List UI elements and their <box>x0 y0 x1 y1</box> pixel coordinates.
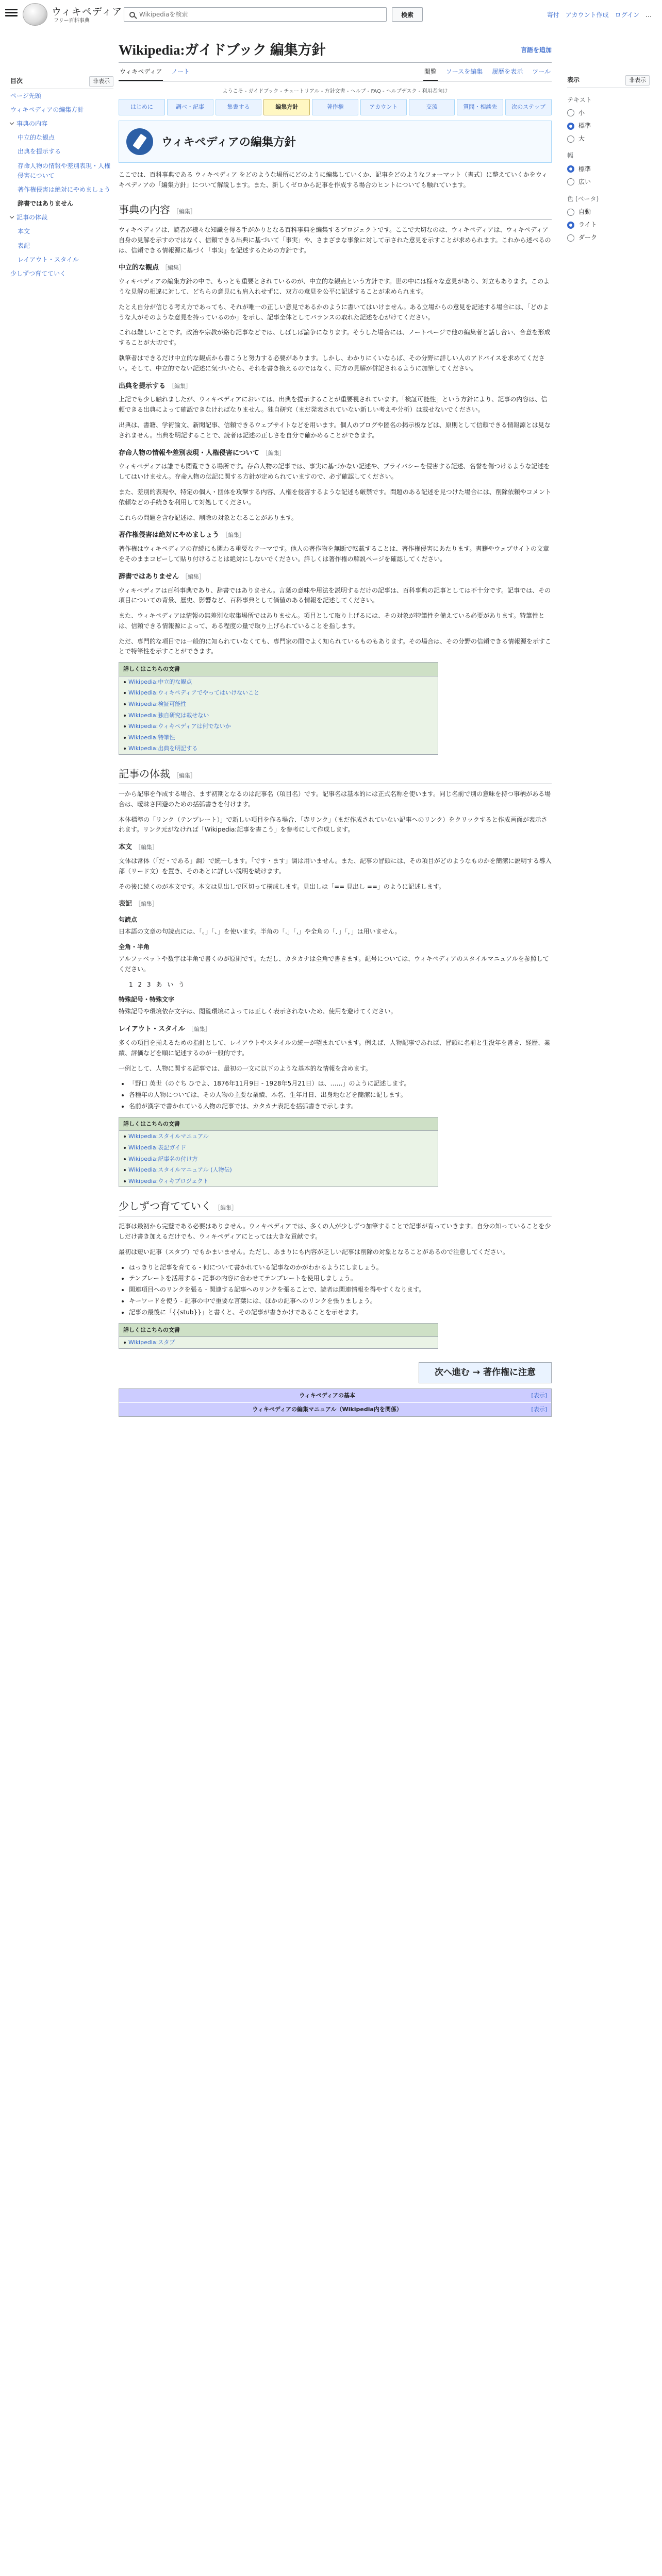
toc-item[interactable]: 表記 <box>18 242 30 249</box>
navbox-show-toggle[interactable]: [表示] <box>531 1405 547 1413</box>
edit-link[interactable]: ［編集］ <box>222 532 245 539</box>
guide-tab[interactable]: 調べ・記事 <box>167 99 213 115</box>
page-tabs <box>119 66 552 81</box>
site-tagline: フリー百科事典 <box>54 18 90 24</box>
language-button[interactable]: 言語を追加 <box>520 46 552 54</box>
radio-option[interactable] <box>567 134 650 144</box>
edit-link[interactable]: ［編集］ <box>135 901 158 908</box>
guide-banner <box>119 121 552 163</box>
navbox-row <box>119 1403 551 1417</box>
tab-tools[interactable]: ツール <box>532 67 551 75</box>
paragraph: その後に続くのが本文です。本文は見出しで区切って構成します。見出しは「== 見出し ==」のように記述します。 <box>119 883 445 890</box>
related-doc-link[interactable]: Wikipedia:記事名の付け方 <box>119 1154 438 1165</box>
tab-read[interactable]: 閲覧 <box>423 64 438 81</box>
radio-button-selected[interactable] <box>567 222 574 229</box>
related-docs-box <box>119 662 438 755</box>
next-step-link <box>119 1362 552 1383</box>
paragraph: 日本語の文章の句読点には、「。」「、」を使います。半角の「.」「,」や全角の「．」「，」は用いません。 <box>119 928 401 936</box>
edit-link[interactable]: ［編集］ <box>135 844 158 851</box>
radio-option[interactable] <box>567 177 650 187</box>
heading-text: 辞書ではありません <box>119 572 179 581</box>
menu-icon[interactable] <box>5 7 18 19</box>
related-doc-link[interactable]: Wikipedia:独自研究は載せない <box>119 710 438 721</box>
guide-tab[interactable]: アカウント <box>360 99 407 115</box>
edit-link[interactable]: ［編集］ <box>173 773 196 779</box>
related-doc-link[interactable]: Wikipedia:検証可能性 <box>119 699 438 710</box>
toc-item[interactable] <box>10 211 113 225</box>
toc-item[interactable]: 著作権侵害は絶対にやめましょう <box>18 185 111 193</box>
heading-text: 表記 <box>119 900 133 908</box>
toc-item-label: 記事の体裁 <box>16 214 48 222</box>
heading-text: 著作権侵害は絶対にやめましょう <box>119 531 220 539</box>
related-doc-link[interactable]: Wikipedia:特筆性 <box>119 732 438 743</box>
toc-item[interactable]: 中立的な観点 <box>18 134 55 142</box>
guide-tab[interactable]: 著作権 <box>312 99 358 115</box>
view-tabs <box>423 64 552 81</box>
guide-hierarchy: ようこそ - ガイドブック - チュートリアル - 方針文書 - ヘルプ - FAQ - ヘルプデスク - 利用者向け <box>222 89 448 95</box>
login-link[interactable]: ログイン <box>615 11 639 19</box>
subsection-heading <box>119 572 552 583</box>
paragraph: 記事は最初から完璧である必要はありません。ウィキペディアでは、多くの人が少しずつ加筆することで記事が育っていきます。自分の知っていることを少しだけ書き加えるだけでも、ウィキペディアにとっては大きな貢献です。 <box>119 1223 551 1241</box>
toc-hide-button[interactable]: 非表示 <box>89 76 113 87</box>
toc-item[interactable] <box>10 117 113 131</box>
edit-link[interactable]: ［編集］ <box>173 208 196 215</box>
edit-link[interactable]: ［編集］ <box>182 573 205 580</box>
list-item: • 各種年の人物については、その人物の主要な業績、本名、生年月日、出身地などを簡潔に記します。 <box>129 1090 552 1100</box>
option-label: 小 <box>578 109 585 116</box>
subsection-heading <box>119 1024 552 1035</box>
list-item: • 記事の最後に「{{stub}}」と書くと、その記事が書きかけであることを示せます。 <box>129 1308 552 1318</box>
section-heading <box>119 202 552 220</box>
create-account-link[interactable]: アカウント作成 <box>565 11 609 19</box>
edit-link[interactable]: ［編集］ <box>262 449 285 456</box>
toc-title: 目次 <box>10 77 23 85</box>
banner-title: ウィキペディアの編集方針 <box>161 135 296 148</box>
subsection-heading <box>119 530 552 541</box>
guide-navigation <box>119 99 552 115</box>
paragraph: 文体は常体（「だ・である」調）で統一します。「です・ます」調は用いません。また、記事の冒頭には、その項目がどのようなものかを簡潔に説明する導入部（リード文）を置き、そのあとに詳しい説明を続けます。 <box>119 857 552 875</box>
heading-text: レイアウト・スタイル <box>119 1025 185 1033</box>
paragraph: 上記でも少し触れましたが、ウィキペディアにおいては、出典を提示することが重要視されています。「検証可能性」という方針により、記事の内容は、信頼できる出典によって確認できなければなりません。独自研究（まだ発表されていない新しい考えや分析）は載せないでください。 <box>119 396 548 414</box>
related-docs-title: 詳しくはこちらの文書 <box>119 1324 438 1337</box>
radio-button-selected[interactable] <box>567 123 574 130</box>
section-heading <box>119 766 552 784</box>
paragraph: これは難しいことです。政治や宗教が絡む記事などでは、しばしば論争になります。そうした場合には、ノートページで他の編集者と話し合い、合意を形成することが大切です。 <box>119 329 551 347</box>
option-label: 大 <box>578 135 585 143</box>
list-item: • はっきりと記事を育てる - 何について書かれている記事なのかがわかるようにしましょう。 <box>129 1263 552 1273</box>
radio-button[interactable] <box>567 178 574 185</box>
toc-item[interactable]: 少しずつ育てていく <box>10 270 67 278</box>
radio-button[interactable] <box>567 135 574 143</box>
page-title: Wikipedia:ガイドブック 編集方針 <box>119 41 552 63</box>
user-links <box>547 10 652 20</box>
search-box <box>124 7 387 22</box>
group-heading: 色 (ベータ) <box>567 195 599 202</box>
search-icon <box>129 12 135 18</box>
appearance-header <box>567 75 650 88</box>
related-doc-link[interactable]: Wikipedia:ウィキプロジェクト <box>119 1176 438 1187</box>
group-heading: 幅 <box>567 152 574 160</box>
search-input[interactable] <box>139 11 386 18</box>
related-doc-link[interactable]: Wikipedia:ウィキペディアでやってはいけないこと <box>119 687 438 699</box>
subsection-heading <box>119 381 552 392</box>
edit-link[interactable]: ［編集］ <box>162 264 185 272</box>
subsection-heading <box>119 842 552 853</box>
option-label: 標準 <box>578 122 591 129</box>
pencil-icon <box>126 128 153 155</box>
text-size-group <box>567 95 650 144</box>
main-content <box>119 41 552 1417</box>
tab-history[interactable]: 履歴を表示 <box>492 67 523 75</box>
wikipedia-logo[interactable] <box>23 3 47 26</box>
toc-header <box>10 75 113 89</box>
group-heading: テキスト <box>567 96 592 104</box>
list-item: • 名前が漢字で書かれている人物の記事では、カタカナ表記を括弧書きで示します。 <box>129 1101 552 1112</box>
donate-link[interactable]: 寄付 <box>547 11 559 19</box>
guide-tab[interactable]: 交流 <box>409 99 455 115</box>
guide-tab[interactable]: 質問・相談先 <box>457 99 503 115</box>
paragraph: アルファベットや数字は半角で書くのが原則です。ただし、カタカナは全角で書きます。記号については、ウィキペディアのスタイルマニュアルを参照してください。 <box>119 955 549 973</box>
radio-button[interactable] <box>567 234 574 242</box>
related-docs-title: 詳しくはこちらの文書 <box>119 1117 438 1131</box>
heading-text: 出典を提示する <box>119 382 166 390</box>
paragraph: 特殊記号や環境依存文字は、閲覧環境によっては正しく表示されないため、使用を避けてください。 <box>119 1008 397 1015</box>
toc-item[interactable]: ウィキペディアの編集方針 <box>10 106 84 113</box>
paragraph: ウィキペディアは、読者が様々な知識を得る手がかりとなる百科事典を編集するプロジェクトです。ここで大切なのは、ウィキペディアは、ウィキペディア自身の見解を示すのではなく、信頼できる出典に基づいて「事実」や、さまざまな事象に対して示された意見を示すことが求められます。これから述べるのは、信頼できる情報源に基づく「事実」を記述するための方針です。 <box>119 226 551 254</box>
option-label: ライト <box>578 221 597 229</box>
related-doc-link[interactable]: Wikipedia:出典を明記する <box>119 743 438 754</box>
paragraph: これらの問題を含む記述は、削除の対象となることがあります。 <box>119 514 298 521</box>
radio-option[interactable] <box>567 207 650 217</box>
option-label: 広い <box>578 178 591 185</box>
appearance-title: 表示 <box>567 76 580 83</box>
paragraph: ただ、専門的な項目では一般的に知られていなくても、専門家の間でよく知られているものもあります。その場合は、その分野の信頼できる情報源を示すことで特筆性を示すことができます。 <box>119 637 552 655</box>
list-item: • キーワードを使う - 記事の中で重要な言葉には、ほかの記事へのリンクを張りましょう。 <box>129 1296 552 1307</box>
paragraph: 出典は、書籍、学術論文、新聞記事、信頼できるウェブサイトなどを用います。個人のブログや匿名の掲示板などは、原則として信頼できる情報源とは見なされません。出典を明記することで、読者は記述の正しさを自分で確かめることができます。 <box>119 421 551 439</box>
site-name[interactable]: ウィキペディア <box>52 6 123 18</box>
related-doc-link[interactable]: Wikipedia:スタイルマニュアル <box>119 1131 438 1142</box>
appearance-hide-button[interactable]: 非表示 <box>625 75 650 86</box>
navbox-title: ウィキペディアの基本 <box>299 1392 355 1399</box>
guide-tab[interactable]: はじめに <box>119 99 165 115</box>
chevron-down-icon[interactable] <box>10 214 14 218</box>
radio-option[interactable] <box>567 108 650 118</box>
related-doc-link[interactable]: Wikipedia:中立的な観点 <box>119 676 438 688</box>
option-label: ダーク <box>578 234 598 242</box>
radio-option[interactable] <box>567 233 650 243</box>
toc-item[interactable]: 存命人物の情報や差別表現・人権侵害について <box>18 162 111 179</box>
option-label: 自動 <box>578 208 591 216</box>
subsection-heading <box>119 899 552 910</box>
paragraph: 執筆者はできるだけ中立的な観点から書こうと努力する必要があります。しかし、わかりにくいならば、その分野に詳しい人のアドバイスを求めてください。そして、中立的でない記述に気づいたら、それを書き換えるのではなく、両方の見解が併記されるように加筆してください。 <box>119 354 545 372</box>
related-docs-title: 詳しくはこちらの文書 <box>119 663 438 676</box>
bullet-list <box>129 1079 552 1111</box>
radio-option[interactable] <box>567 164 650 174</box>
navbox <box>119 1388 552 1417</box>
navbox-title: ウィキペディアの編集マニュアル（Wikipedia内を関係） <box>252 1405 402 1413</box>
toc-item-label: 事典の内容 <box>16 120 48 127</box>
heading-text: 事典の内容 <box>119 204 170 216</box>
more-options-icon[interactable]: … <box>646 11 652 19</box>
minor-heading: 句読点 <box>119 916 138 924</box>
paragraph: また、差別的表現や、特定の個人・団体を攻撃する内容、人権を侵害するような記述も厳禁です。問題のある記述を見つけた場合には、削除依頼やコメント依頼などの手続きを利用して対処してください。 <box>119 488 551 506</box>
related-doc-link[interactable]: Wikipedia:スタイルマニュアル (人物伝) <box>119 1164 438 1176</box>
radio-button[interactable] <box>567 209 574 216</box>
toc-item-current[interactable]: 辞書ではありません <box>18 200 74 208</box>
paragraph: 多くの項目を揃えるための指針として、レイアウトやスタイルの統一が望まれています。例えば、人物記事であれば、冒頭に名前と生没年を書き、経歴、業績、評価などを順に記述するのが一般的です。 <box>119 1039 551 1057</box>
paragraph: ウィキペディアは百科事典であり、辞書ではありません。言葉の意味や用法を説明するだけの記事は、百科事典の記事としては不十分です。記事では、その項目についての背景、歴史、影響など、百科事典として価値のある情報を記述してください。 <box>119 586 551 604</box>
section-heading <box>119 1198 552 1216</box>
subsection-heading <box>119 448 552 459</box>
next-step-button[interactable]: 次へ進む → 著作権に注意 <box>419 1362 552 1383</box>
edit-link[interactable]: ［編集］ <box>188 1026 211 1033</box>
paragraph: また、ウィキペディアは情報の無差別な収集場所ではありません。項目として取り上げるには、その対象が特筆性を備えている必要があります。特筆性とは、信頼できる情報源によって、ある程度の量で取り上げられていることを指します。 <box>119 612 545 630</box>
namespace-tabs <box>119 64 191 81</box>
width-group <box>567 151 650 187</box>
radio-option[interactable] <box>567 220 650 230</box>
toc-item[interactable]: 本文 <box>18 228 30 235</box>
paragraph: 本体標準の「リンク（テンプレート）」で新しい項目を作る場合、「赤リンク」（まだ作成されていない記事へのリンク）をクリックすると作成画面が表示されます。リンク元がなければ「Wikipedia:記事を書こう」を参考にして作成します。 <box>119 816 548 834</box>
heading-text: 存命人物の情報や差別表現・人権侵害について <box>119 449 259 457</box>
paragraph: 一例として、人物に関する記事では、最初の一文に以下のような基本的な情報を含めます。 <box>119 1064 372 1072</box>
intro-paragraph: ここでは、百科事典である ウィキペディア をどのような場所にどのように編集していくか、記事をどのようなフォーマット（書式）に整えていくかをウィキペディアの「編集方針」について解説します。また、新しくゼロから記事を作成する場合のヒントについても触れています。 <box>119 171 548 189</box>
paragraph: 一から記事を作成する場合、まず初期となるのは記事名（項目名）です。記事名は基本的には正式名称を使います。同じ名前で別の意味を持つ事柄がある場合は、曖昧さ回避のための括弧書きを付けます。 <box>119 790 551 808</box>
example-characters: 1 2 3 あ い う <box>129 980 186 988</box>
related-doc-link[interactable]: Wikipedia:表記ガイド <box>119 1142 438 1154</box>
related-docs-box <box>119 1117 438 1188</box>
navbox-show-toggle[interactable]: [表示] <box>531 1392 547 1399</box>
guide-tab-current[interactable]: 編集方針 <box>263 99 310 115</box>
paragraph: たとえ自分が信じる考え方であっても、それが唯一の正しい意見であるかのように書いてはいけません。ある立場からの意見を記述する場合には、「どのような人がそのような意見を持っているのか」を示し、記事全体としてバランスの取れた記述を心がけてください。 <box>119 303 549 321</box>
guide-tab[interactable]: 次のステップ <box>505 99 552 115</box>
toc-item[interactable]: 出典を提示する <box>18 148 61 156</box>
table-of-contents <box>10 75 113 281</box>
toc-item[interactable]: レイアウト・スタイル <box>18 256 79 263</box>
heading-text: 中立的な観点 <box>119 264 159 272</box>
toc-item[interactable]: ページ先頭 <box>10 92 41 99</box>
minor-heading: 全角・半角 <box>119 943 150 951</box>
heading-text: 本文 <box>119 843 133 852</box>
paragraph: ウィキペディアの編集方針の中で、もっとも重要とされているのが、中立的な観点という方針です。世の中には様々な意見があり、対立もあります。このような見解の相違に対して、どちらの意見にも肩入れせずに、双方の意見を公平に記述することが求められます。 <box>119 278 550 295</box>
related-docs-box <box>119 1323 438 1349</box>
paragraph: ウィキペディアは誰でも閲覧できる場所です。存命人物の記事では、事実に基づかない記述や、プライバシーを侵害する記述、名誉を傷つけるような記述をしてはいけません。存命人物の伝記に関する方針が定められていますので、必ず確認してください。 <box>119 463 550 481</box>
color-group <box>567 194 650 243</box>
list-item: • 「野口 英世（のぐち ひでよ、1876年11月9日 - 1928年5月21日）は、……」のように記述します。 <box>129 1079 552 1089</box>
tab-edit-source[interactable]: ソースを編集 <box>445 67 483 75</box>
tab-talk[interactable]: ノート <box>171 67 190 75</box>
related-doc-link[interactable]: Wikipedia:スタブ <box>119 1337 438 1348</box>
radio-option[interactable] <box>567 121 650 131</box>
radio-button-selected[interactable] <box>567 165 574 173</box>
paragraph: 著作権はウィキペディアの存続にも関わる重要なテーマです。他人の著作物を無断で転載することは、著作権侵害にあたります。書籍やウェブサイトの文章をそのままコピーして貼り付けることは絶対にしないでください。詳しくは著作権の解説ページを確認してください。 <box>119 545 550 563</box>
edit-link[interactable]: ［編集］ <box>214 1205 237 1212</box>
paragraph: 最初は短い記事（スタブ）でもかまいません。ただし、あまりにも内容が乏しい記事は削除の対象となることがあるので注意してください。 <box>119 1248 509 1256</box>
heading-text: 記事の体裁 <box>119 769 170 781</box>
list-item: • 関連項目へのリンクを張る - 関連する記事へのリンクを張ることで、読者は関連情報を得やすくなります。 <box>129 1285 552 1295</box>
title-area <box>119 41 552 63</box>
guide-tab[interactable]: 集書する <box>216 99 262 115</box>
tab-project[interactable]: ウィキペディア <box>119 64 163 81</box>
related-doc-link[interactable]: Wikipedia:ウィキペディアは何でないか <box>119 721 438 732</box>
chevron-down-icon[interactable] <box>10 121 14 125</box>
bullet-list <box>129 1263 552 1318</box>
minor-heading: 特殊記号・特殊文字 <box>119 996 175 1004</box>
option-label: 標準 <box>578 165 591 173</box>
site-header <box>0 0 662 29</box>
search-button[interactable]: 検索 <box>392 7 423 22</box>
list-item: • テンプレートを活用する - 記事の内容に合わせてテンプレートを使用しましょう。 <box>129 1274 552 1284</box>
appearance-panel <box>567 75 650 246</box>
navbox-row <box>119 1389 551 1403</box>
radio-button[interactable] <box>567 109 574 116</box>
heading-text: 少しずつ育てていく <box>119 1201 211 1213</box>
subsection-heading <box>119 263 552 274</box>
edit-link[interactable]: ［編集］ <box>169 382 192 389</box>
